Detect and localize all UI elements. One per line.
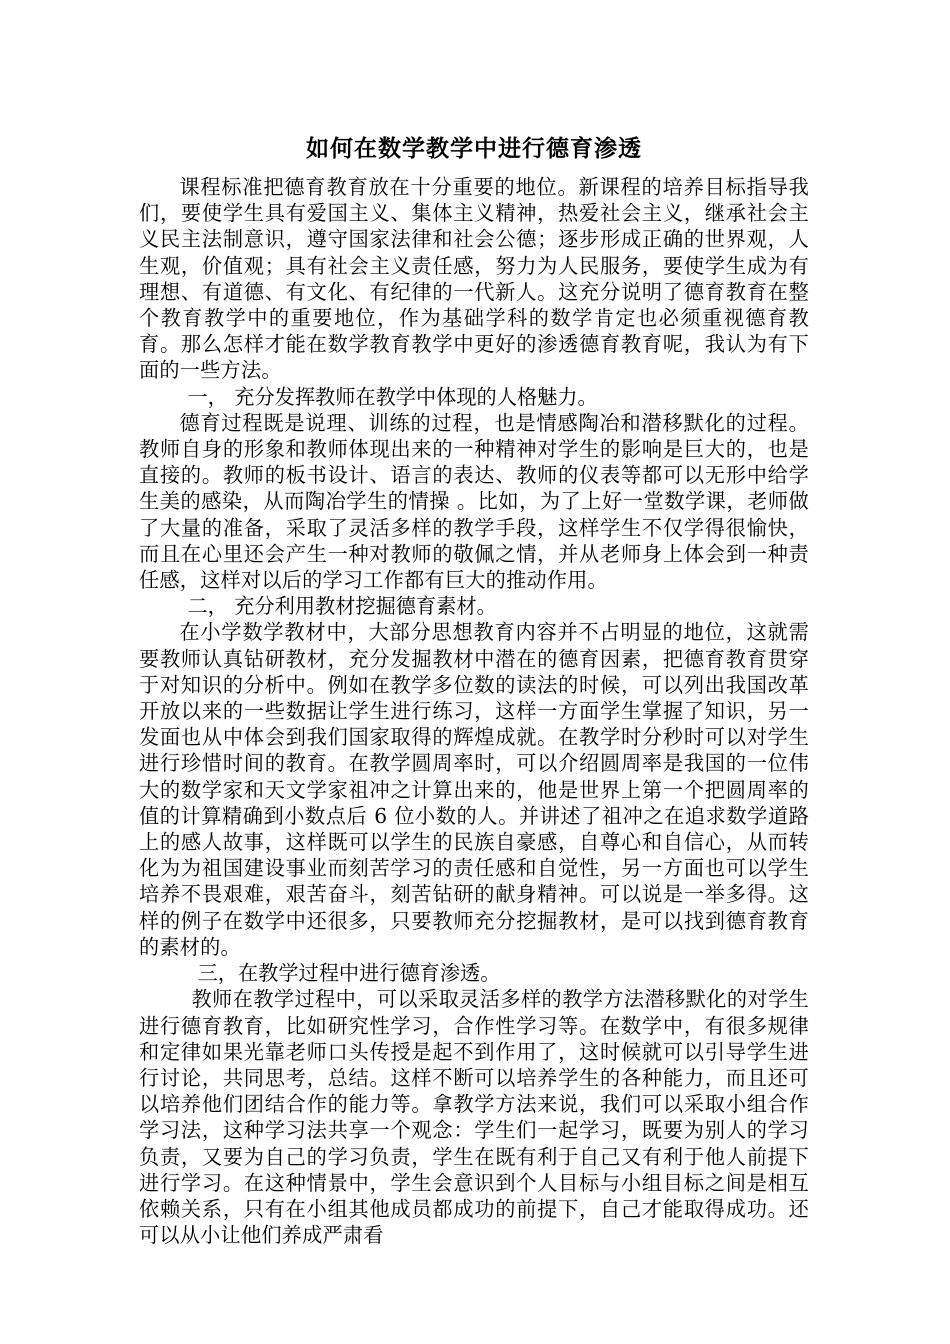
section-heading-2: 二， 充分利用教材挖掘德育素材。 xyxy=(187,594,497,619)
section-2-paragraph: 在小学数学教材中，大部分思想教育内容并不占明显的地位，这就需要教师认真钻研教材，充分发掘教材中潜在的德育因素，把德育教育贯穿于对知识的分析中。例如在教学多位数的读法的时候，可以列出我国改革开放以来的一些数据让学生进行练习，这样一方面学生掌握了知识，另一发面也从中体会到我们国家取得的辉煌成就。在教学时分秒时可以对学生进行珍惜时间的教育。在教学圆周率时，可以介绍圆周率是我国的一位伟大的数学家和天文学家祖冲之计算出来的，他是世界上第一个把圆周率的值的计算精确到小数点后 6 位小数的人。并讲述了祖冲之在追求数学道路上的感人故事，这样既可以学生的民族自豪感，自尊心和自信心，从而转化为为祖国建设事业而刻苦学习的责任感和自觉性，另一方面也可以学生培养不畏艰难，艰苦奋斗，刻苦钻研的献身精神。可以说是一举多得。这样的例子在数学中还很多，只要教师充分挖掘教材，是可以找到德育教育的素材的。 xyxy=(139,620,809,959)
document-page xyxy=(139,128,809,1248)
section-3-paragraph: 教师在教学过程中，可以采取灵活多样的教学方法潜移默化的对学生进行德育教育，比如研究性学习，合作性学习等。在数学中，有很多规律和定律如果光靠老师口头传授是起不到作用了，这时候就可以引导学生进行讨论，共同思考，总结。这样不断可以培养学生的各种能力，而且还可以培养他们团结合作的能力等。拿教学方法来说，我们可以采取小组合作学习法，这种学习法共享一个观念：学生们一起学习，既要为别人的学习负责，又要为自己的学习负责，学生在既有利于自己又有利于他人前提下进行学习。在这种情景中，学生会意识到个人目标与小组目标之间是相互依赖关系，只有在小组其他成员都成功的前提下，自己才能取得成功。还可以从小让他们养成严肃看 xyxy=(139,987,809,1248)
section-1-paragraph: 德育过程既是说理、训练的过程，也是情感陶冶和潜移默化的过程。教师自身的形象和教师体现出来的一种精神对学生的影响是巨大的，也是直接的。教师的板书设计、语言的表达、教师的仪表等都可以无形中给学生美的感染，从而陶冶学生的情操 。比如，为了上好一堂数学课，老师做了大量的准备，采取了灵活多样的教学手段，这样学生不仅学得很愉快，而且在心里还会产生一种对教师的敬佩之情，并从老师身上体会到一种责任感，这样对以后的学习工作都有巨大的推动作用。 xyxy=(139,410,809,593)
intro-paragraph: 课程标准把德育教育放在十分重要的地位。新课程的培养目标指导我们，要使学生具有爱国主义、集体主义精神，热爱社会主义，继承社会主义民主法制意识，遵守国家法律和社会公德；逐步形成正确的世界观，人生观，价值观；具有社会主义责任感，努力为人民服务，要使学生成为有理想、有道德、有文化、有纪律的一代新人。这充分说明了德育教育在整个教育教学中的重要地位，作为基础学科的数学肯定也必须重视德育教育。那么怎样才能在数学教育教学中更好的渗透德育教育呢，我认为有下面的一些方法。 xyxy=(139,175,809,383)
section-heading-1: 一， 充分发挥教师在教学中体现的人格魅力。 xyxy=(187,384,598,409)
document-title: 如何在数学教学中进行德育渗透 xyxy=(306,136,642,162)
section-heading-3: 三，在教学过程中进行德育渗透。 xyxy=(197,961,501,986)
